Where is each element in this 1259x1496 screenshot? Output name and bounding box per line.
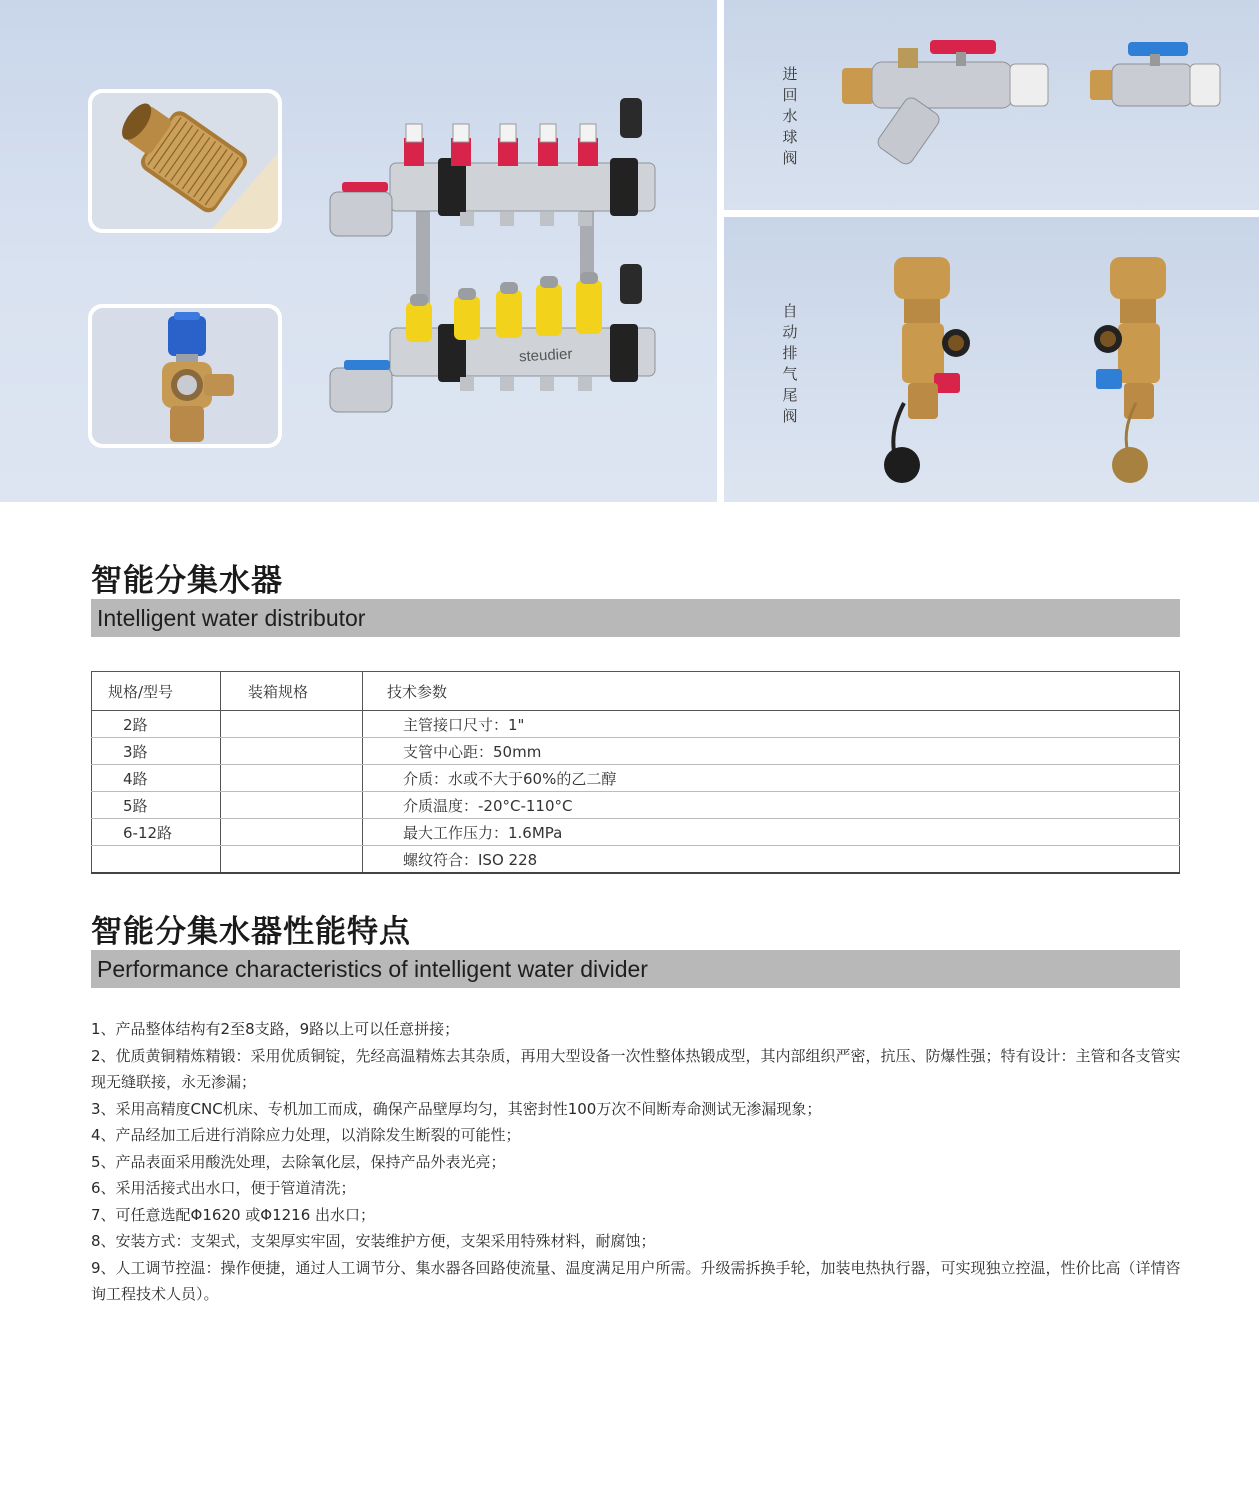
list-item: 5、产品表面采用酸洗处理，去除氧化层，保持产品外表光亮；: [91, 1152, 506, 1171]
inlet-return-ball-valve-panel: [724, 0, 1259, 210]
blue-cap-valve-icon: [92, 308, 278, 444]
cell-packing: [221, 738, 363, 765]
features-list: [91, 1016, 1183, 1308]
cell-packing: [221, 711, 363, 738]
cell-model: 2路: [92, 711, 221, 738]
list-item: 3、采用高精度CNC机床、专机加工而成，确保产品壁厚均匀，其密封性100万次不间断寿命测试无渗漏现象；: [91, 1099, 822, 1118]
auto-vent-valves-icon: [874, 253, 1194, 489]
spec-table: [91, 671, 1180, 874]
brass-union-closeup-thumbnail: [88, 89, 282, 233]
table-row: [92, 846, 1180, 874]
table-row: [92, 792, 1180, 819]
cell-param: 介质：水或不大于60%的乙二醇: [363, 765, 1180, 792]
list-item: 9、人工调节控温：操作便捷，通过人工调节分、集水器各回路使流量、温度满足用户所需。升级需拆换手轮，加装电热执行器，可实现独立控温，性价比高（详情咨询工程技术人员）。: [91, 1258, 1181, 1303]
list-item: 1、产品整体结构有2至8支路，9路以上可以任意拼接；: [91, 1020, 460, 1038]
water-distributor-manifold-icon: [320, 88, 680, 423]
section2-subtitle: Performance characteristics of intelligent water divider: [97, 956, 648, 982]
table-header-row: [92, 672, 1180, 711]
table-row: [92, 711, 1180, 738]
angle-valve-thumbnail: [88, 304, 282, 448]
section1-subtitle-bar: [91, 599, 1180, 637]
list-item: 2、优质黄铜精炼精锻：采用优质铜锭，先经高温精炼去其杂质，再用大型设备一次性整体热锻成型，其内部组织严密，抗压、防爆性强；特有设计：主管和各支管实现无缝联接，永无渗漏；: [91, 1046, 1181, 1091]
cell-param: 介质温度：-20°C-110°C: [363, 792, 1180, 819]
cell-model: 6-12路: [92, 819, 221, 846]
cell-packing: [221, 792, 363, 819]
cell-model: 3路: [92, 738, 221, 765]
section2-title: 智能分集水器性能特点: [91, 914, 411, 950]
list-item: 7、可任意选配Φ1620 或Φ1216 出水口；: [91, 1205, 376, 1224]
header-model: 规格/型号: [92, 672, 221, 711]
table-row: [92, 819, 1180, 846]
table-row: [92, 738, 1180, 765]
auto-vent-tail-valve-panel: [724, 217, 1259, 502]
section1-title: 智能分集水器: [91, 563, 283, 599]
list-item: 8、安装方式：支架式，支架厚实牢固，安装维护方便，支架采用特殊材料，耐腐蚀；: [91, 1232, 656, 1250]
ball-valves-icon: [842, 36, 1222, 166]
cell-packing: [221, 819, 363, 846]
cell-model: 5路: [92, 792, 221, 819]
section1-subtitle: Intelligent water distributor: [97, 605, 366, 631]
cell-model: [92, 846, 221, 874]
list-item: 4、产品经加工后进行消除应力处理，以消除发生断裂的可能性；: [91, 1126, 521, 1144]
auto-vent-valve-label: 自动排气尾阀: [782, 302, 798, 425]
cell-packing: [221, 765, 363, 792]
main-product-photo: [0, 0, 717, 502]
cell-param: 螺纹符合：ISO 228: [363, 846, 1180, 874]
table-row: [92, 765, 1180, 792]
cell-param: 最大工作压力：1.6MPa: [363, 819, 1180, 846]
inlet-ball-valve-label: 进回水球阀: [782, 65, 798, 167]
brand-logo: steudier: [518, 345, 573, 366]
header-packing: 装箱规格: [221, 672, 363, 711]
list-item: 6、采用活接式出水口，便于管道清洗；: [91, 1179, 356, 1197]
cell-param: 支管中心距：50mm: [363, 738, 1180, 765]
section2-subtitle-bar: [91, 950, 1180, 988]
cell-param: 主管接口尺寸：1": [363, 711, 1180, 738]
cell-model: 4路: [92, 765, 221, 792]
cell-packing: [221, 846, 363, 874]
brass-union-icon: [92, 93, 278, 229]
header-params: 技术参数: [363, 672, 1180, 711]
